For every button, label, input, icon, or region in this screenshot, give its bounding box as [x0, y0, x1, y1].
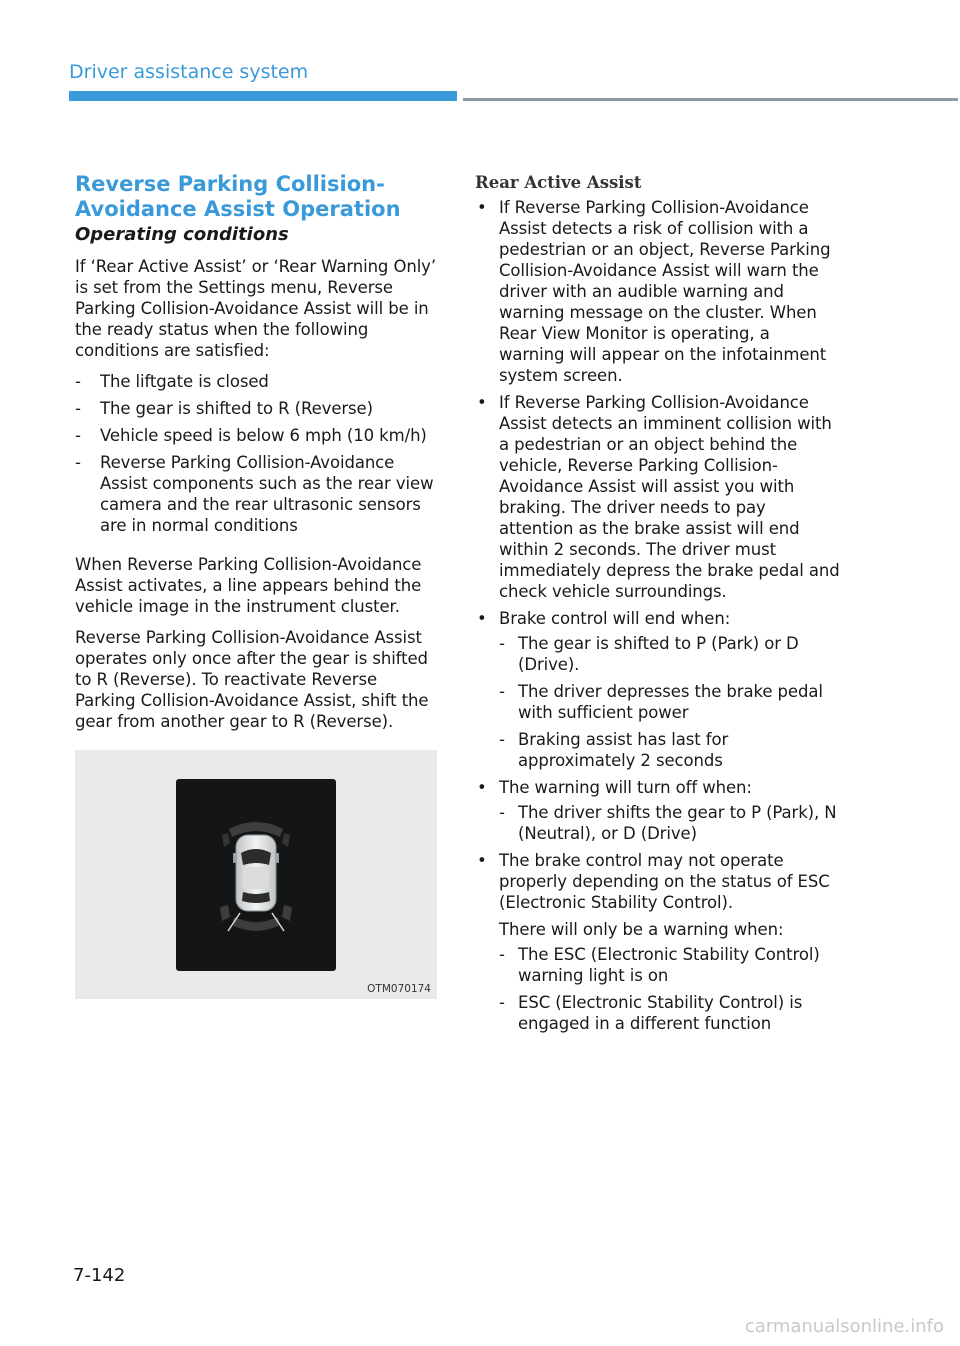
condition-item: - The liftgate is closed — [75, 372, 269, 391]
cluster-screen — [176, 779, 336, 971]
rear-active-assist-list — [475, 197, 840, 1034]
condition-item: - Reverse Parking Collision-Avoidance Assist components such as the rear view camera and the rear ultrasonic sensors are in normal conditions — [75, 453, 434, 535]
cluster-illustration — [75, 750, 437, 999]
reactivation-paragraph: Reverse Parking Collision-Avoidance Assist operates only once after the gear is shifted to R (Reverse). To reactivate Reverse Parking Collision-Avoidance Assist, shift the gear from another gear to R (Reverse). — [75, 628, 429, 731]
bullet-item: • Brake control will end when: - The gear is shifted to P (Park) or D (Drive). - The driver depresses the brake pedal with sufficient power - Braking assist has last for approximately 2 seconds — [475, 608, 840, 771]
condition-item: - The gear is shifted to R (Reverse) — [75, 399, 373, 418]
vehicle-top-view-icon — [176, 779, 336, 971]
activation-paragraph: When Reverse Parking Collision-Avoidance Assist activates, a line appears behind the vehicle image in the instrument cluster. — [75, 555, 422, 616]
heading-line-1: Reverse Parking Collision- — [75, 172, 385, 196]
condition-item: - Vehicle speed is below 6 mph (10 km/h) — [75, 426, 427, 445]
sub-item: - The driver shifts the gear to P (Park), N (Neutral), or D (Drive) — [499, 803, 837, 843]
bullet-item: • The brake control may not operate properly depending on the status of ESC (Electronic Stability Control). There will only be a warning when: - The ESC (Electronic Stability Control) warning light is on - ESC (Electronic Stability Control) is engaged in a different function — [475, 850, 840, 1034]
figure-caption: OTM070174 — [367, 983, 431, 995]
conditions-list — [75, 371, 437, 536]
page-number: 7-142 — [73, 1265, 126, 1286]
section-heading — [75, 172, 437, 222]
sub-item: - ESC (Electronic Stability Control) is engaged in a different function — [499, 993, 803, 1033]
sub-item: - The driver depresses the brake pedal with sufficient power — [499, 682, 823, 722]
header-divider-rule — [463, 98, 958, 101]
right-column — [475, 172, 840, 1040]
intro-paragraph: If ‘Rear Active Assist’ or ‘Rear Warning Only’ is set from the Settings menu, Reverse Parking Collision-Avoidance Assist will be in the ready status when the following conditions are satisfied: — [75, 257, 436, 360]
sub-item: - The ESC (Electronic Stability Control) warning light is on — [499, 945, 820, 985]
bullet-item: • If Reverse Parking Collision-Avoidance Assist detects a risk of collision with a pedestrian or an object, Reverse Parking Collision-Avoidance Assist will warn the driver with an audible warning and warning message on the cluster. When Rear View Monitor is operating, a warning will appear on the infotainment system screen. — [477, 198, 831, 385]
header-accent-rule — [69, 91, 457, 101]
warning-off-list — [499, 802, 840, 844]
sub-item: - The gear is shifted to P (Park) or D (Drive). — [499, 634, 799, 674]
left-column — [75, 172, 437, 999]
brake-end-list — [499, 633, 840, 771]
operating-conditions-subheading: Operating conditions — [75, 224, 289, 245]
sub-item: - Braking assist has last for approximately 2 seconds — [499, 730, 729, 770]
rear-active-assist-heading: Rear Active Assist — [475, 173, 642, 192]
heading-line-2: Avoidance Assist Operation — [75, 197, 401, 221]
bullet-item: • The warning will turn off when: - The driver shifts the gear to P (Park), N (Neutral), or D (Drive) — [475, 777, 840, 844]
warning-only-list — [499, 944, 840, 1034]
watermark: carmanualsonline.info — [744, 1316, 944, 1337]
section-title: Driver assistance system — [69, 61, 309, 83]
bullet-item: • If Reverse Parking Collision-Avoidance Assist detects an imminent collision with a pedestrian or an object behind the vehicle, Reverse Parking Collision-Avoidance Assist will assist you with braking. The driver needs to pay attention as the brake assist will end within 2 seconds. The driver must immediately depress the brake pedal and check vehicle surroundings. — [477, 393, 840, 601]
warning-only-note: There will only be a warning when: — [499, 920, 784, 939]
